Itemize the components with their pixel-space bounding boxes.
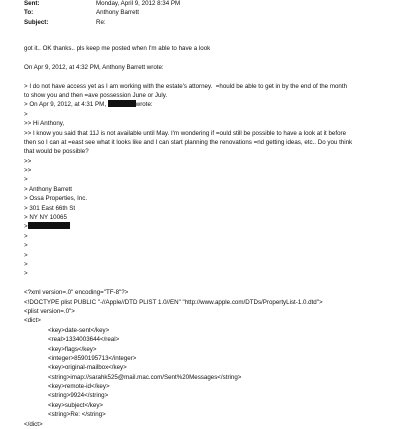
plist-line: <key>remote-id</key> — [48, 383, 110, 391]
header-value: Re: — [96, 18, 106, 26]
quoted-line: > — [24, 176, 28, 184]
plist-line: <real>1334003644</real> — [48, 336, 120, 344]
signature-line: > Anthony Barrett — [24, 185, 72, 193]
header-row-sent — [24, 0, 384, 8]
quoted-line: > — [24, 110, 28, 118]
signature-line: > Ossa Properties, Inc. — [24, 195, 88, 203]
quoted-attribution-line — [24, 100, 384, 109]
quote-attribution: On Apr 9, 2012, at 4:32 PM, Anthony Barrett wrote: — [24, 63, 164, 71]
redaction-bar — [108, 100, 136, 107]
plist-line: <string>imap://sarahk525@mail.mac.com/Sent%20Messages</string> — [48, 373, 242, 381]
header-row-subject — [24, 18, 384, 27]
reply-text: got it.. OK thanks.. pls keep me posted when I'm able to have a look — [24, 45, 211, 52]
plist-line: <string>9924</string> — [48, 392, 109, 400]
plist-line: <integer>8590195713</integer> — [48, 354, 137, 362]
plist-line: <dict> — [24, 317, 41, 325]
plist-line: <key>date-sent</key> — [48, 326, 110, 334]
header-value: Monday, April 9, 2012 8:34 PM — [96, 0, 181, 7]
quoted-line: that would be possible? — [24, 148, 89, 156]
quoted-attribution-prefix: > On Apr 9, 2012, at 4:31 PM, — [24, 101, 107, 109]
header-label: To: — [24, 9, 34, 17]
signature-line: > NY NY 10065 — [24, 214, 67, 222]
plist-line: <key>original-mailbox</key> — [48, 364, 127, 372]
quoted-line: > — [24, 270, 28, 278]
quoted-line: > — [24, 232, 28, 240]
quoted-line: to show you and then =ave possession June or July. — [24, 91, 168, 99]
header-label: Subject: — [24, 18, 49, 26]
quoted-line: > — [24, 251, 28, 259]
plist-line: <plist version=.0"> — [24, 307, 75, 315]
email-header — [24, 0, 384, 27]
plist-line: <key>flags</key> — [48, 345, 97, 353]
quoted-line: >> I know you said that 11J is not available until May. I'm wondering if =ould still be possible to have a look at it before — [24, 129, 347, 137]
header-value: Anthony Barrett — [96, 9, 139, 17]
signature-line: > 301 East 66th St — [24, 204, 76, 212]
plist-line: <!DOCTYPE plist PUBLIC "-//Apple//DTD PLIST 1.0//EN" "http://www.apple.com/DTDs/PropertyList-1.0.dtd"> — [24, 298, 323, 306]
redacted-line: > — [24, 222, 384, 231]
quoted-line: then so I can at =east see what it looks like and I can start planning the renovations =nd getting ideas, etc.. Do you think — [24, 138, 353, 146]
header-row-to — [24, 8, 384, 17]
quoted-line: >> Hi Anthony, — [24, 120, 65, 128]
quoted-line: >> — [24, 167, 32, 175]
plist-line: <key>subject</key> — [48, 401, 104, 409]
quoted-line: >> — [24, 157, 32, 165]
quoted-line: > — [24, 242, 28, 250]
plist-line: <string>Re: </string> — [48, 411, 106, 419]
quoted-line: > — [24, 260, 28, 268]
redaction-bar — [28, 222, 70, 229]
plist-line: </dict> — [24, 420, 43, 428]
quoted-attribution-suffix: wrote: — [135, 101, 153, 109]
plist-line: <?xml version=.0" encoding="TF-8"?> — [24, 289, 129, 297]
quoted-line: > I do not have access yet as I am working with the estate's attorney. =hould be able to get in by the end of the month — [24, 82, 348, 90]
header-label: Sent: — [24, 0, 40, 7]
email-body — [24, 44, 384, 429]
